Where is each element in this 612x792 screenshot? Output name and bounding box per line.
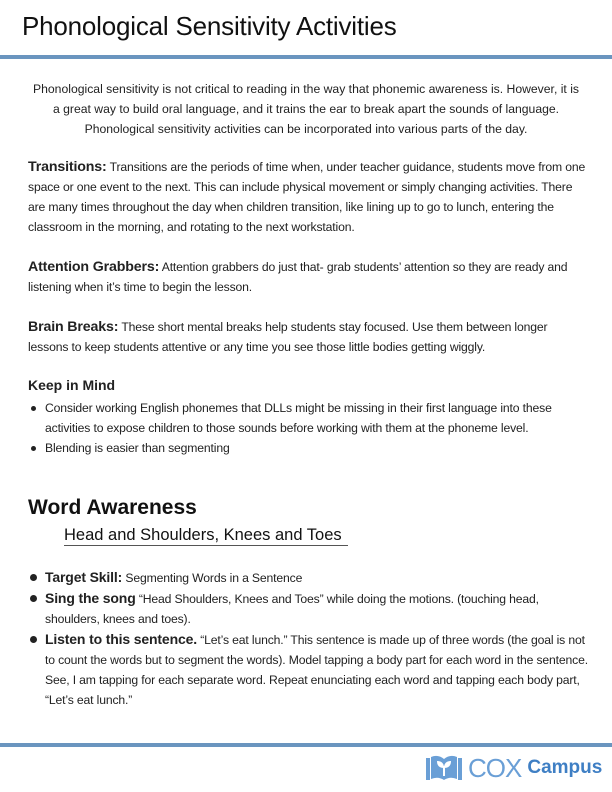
- activity-subheading: Head and Shoulders, Knees and Toes: [64, 525, 348, 546]
- bullet-icon: [30, 636, 37, 643]
- brand-cox: COX: [468, 752, 522, 783]
- list-item: [28, 567, 588, 588]
- section-brain-breaks: [28, 317, 588, 357]
- section-text: Attention grabbers do just that- grab students’ attention so they are ready and listening when it’s time to begin the lesson.: [28, 260, 568, 294]
- book-sprout-icon: [426, 754, 462, 782]
- intro-paragraph: Phonological sensitivity is not critical to reading in the way that phonemic awareness is. However, it is a great way to build oral language, and it trains the ear to break apart the sounds of language. Phonological sensitivity activities can be incorporated into various parts of the day.: [33, 82, 579, 136]
- header-divider: [0, 55, 612, 59]
- bullet-icon: [31, 406, 36, 411]
- page-title: Phonological Sensitivity Activities: [22, 11, 397, 41]
- brand-campus: Campus: [527, 757, 603, 778]
- step-text: Segmenting Words in a Sentence: [122, 571, 303, 585]
- section-heading: Brain Breaks:: [28, 319, 119, 335]
- list-item: [28, 438, 588, 458]
- keep-in-mind-list: [28, 398, 588, 458]
- list-item: [28, 398, 588, 438]
- activity-steps-list: [28, 567, 588, 710]
- section-heading: Attention Grabbers:: [28, 259, 160, 275]
- list-item-text: Consider working English phonemes that DLLs might be missing in their first language into these activities to expose children to those sounds before working with them at the phoneme level.: [45, 401, 552, 435]
- section-attention-grabbers: [28, 257, 588, 297]
- list-item-text: Blending is easier than segmenting: [45, 441, 230, 455]
- section-text: Transitions are the periods of time when, under teacher guidance, students move from one space or one event to the next. This can include physical movement or simply changing activities. There are many times throughout the day when children transition, like lining up to go to lunch, entering the classroom in the morning, and rotating to the next workstation.: [28, 160, 586, 234]
- list-item: [28, 588, 588, 629]
- cox-campus-logo: [426, 753, 602, 783]
- section-transitions: [28, 157, 588, 237]
- step-text: “Let’s eat lunch.” This sentence is made up of three words (the goal is not to count the words but to segment the words). Model tapping a body part for each word in the sentence. See, I am tapping for each separate word. Repeat enunciating each word and tapping each body part, “Let’s eat lunch.”: [45, 633, 588, 707]
- step-label: Target Skill:: [45, 569, 123, 585]
- bullet-icon: [31, 446, 36, 451]
- section-heading: Transitions:: [28, 159, 107, 175]
- step-label: Sing the song: [45, 590, 136, 606]
- section-text: These short mental breaks help students stay focused. Use them between longer lessons to keep students attentive or any time you see those little bodies getting wiggly.: [28, 320, 548, 354]
- word-awareness-heading: Word Awareness: [28, 496, 197, 519]
- bullet-icon: [30, 574, 37, 581]
- keep-in-mind-heading: Keep in Mind: [28, 377, 116, 393]
- bullet-icon: [30, 595, 37, 602]
- step-label: Listen to this sentence.: [45, 631, 197, 647]
- footer-divider: [0, 743, 612, 747]
- step-text: “Head Shoulders, Knees and Toes” while doing the motions. (touching head, shoulders, knees and toes).: [45, 592, 539, 626]
- list-item: [28, 629, 588, 710]
